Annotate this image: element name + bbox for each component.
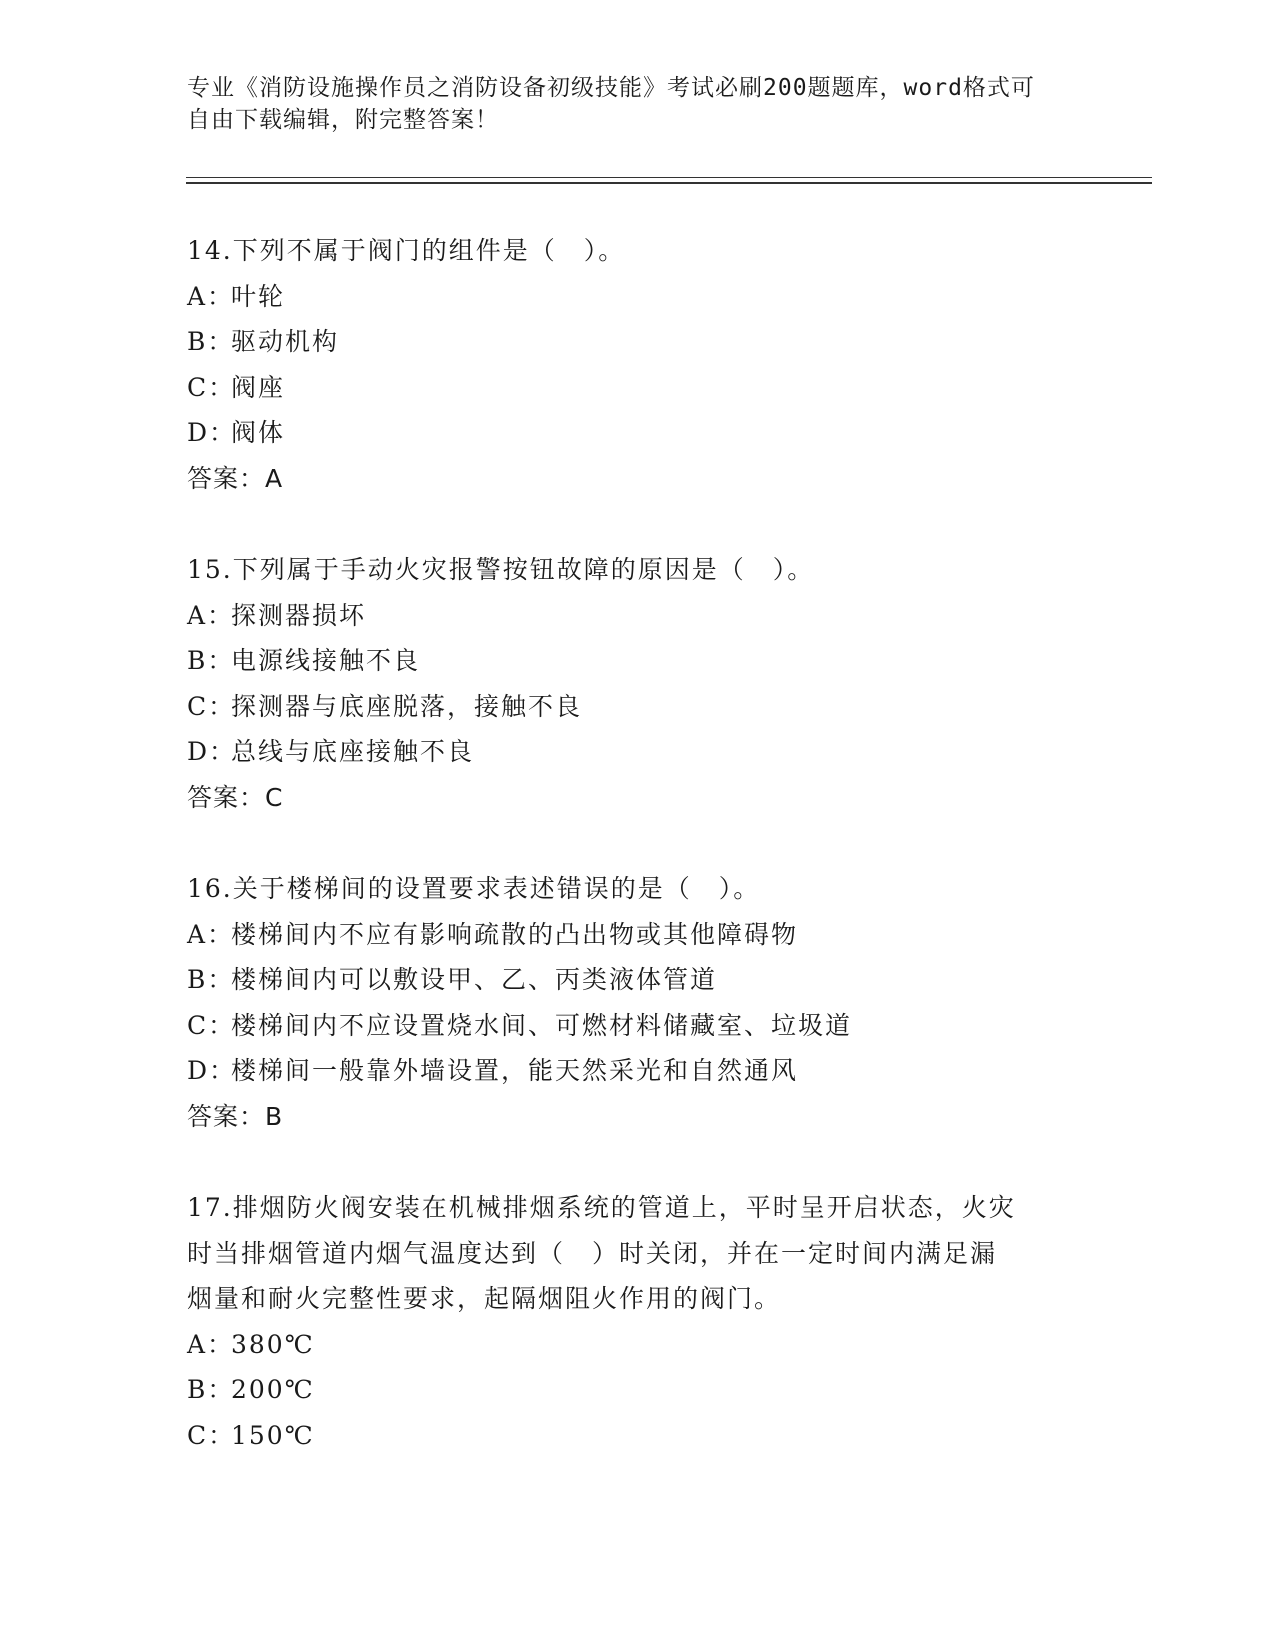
answer-line: 答案：C xyxy=(187,782,284,812)
option-d xyxy=(187,410,1087,456)
option-c xyxy=(187,1003,1087,1049)
option-key: B： xyxy=(187,1375,235,1404)
question-14 xyxy=(187,228,1087,501)
option-text: 楼梯间内不应设置烧水间、可燃材料储藏室、垃圾道 xyxy=(231,1010,853,1040)
option-key: B： xyxy=(187,327,235,356)
option-key: C： xyxy=(187,372,236,402)
option-c xyxy=(187,365,1087,411)
option-text: 楼梯间内不应有影响疏散的凸出物或其他障碍物 xyxy=(231,919,799,949)
option-text: 楼梯间内可以敷设甲、乙、丙类液体管道 xyxy=(231,965,718,994)
answer-line: 答案：B xyxy=(187,1101,284,1131)
option-text: 电源线接触不良 xyxy=(231,646,421,675)
option-text: 楼梯间一般靠外墙设置，能天然采光和自然通风 xyxy=(231,1056,799,1085)
question-17 xyxy=(187,1185,1087,1458)
option-key: C： xyxy=(187,1010,236,1040)
option-c xyxy=(187,1413,1087,1459)
question-stem: 15.下列属于手动火灾报警按钮故障的原因是（ ）。 xyxy=(187,555,815,584)
question-stem-line-2: 时当排烟管道内烟气温度达到（ ）时关闭，并在一定时间内满足漏 xyxy=(187,1238,998,1268)
option-text: 200℃ xyxy=(231,1375,315,1404)
option-a xyxy=(187,1322,1087,1368)
option-key: D： xyxy=(187,737,237,766)
option-key: D： xyxy=(187,418,237,447)
option-c xyxy=(187,684,1087,730)
header-divider-thin xyxy=(186,177,1152,178)
option-key: B： xyxy=(187,646,235,675)
question-16 xyxy=(187,866,1087,1139)
option-d xyxy=(187,729,1087,775)
question-stem-line-1: 17.排烟防火阀安装在机械排烟系统的管道上，平时呈开启状态，火灾 xyxy=(187,1193,1016,1222)
header-line-1: 专业《消防设施操作员之消防设备初级技能》考试必刷200题题库，word格式可 xyxy=(187,75,1035,101)
option-key: C： xyxy=(187,1420,236,1450)
document-header xyxy=(187,72,1067,136)
option-b xyxy=(187,957,1087,1003)
header-divider-thick xyxy=(186,182,1152,184)
option-key: B： xyxy=(187,965,235,994)
option-text: 叶轮 xyxy=(231,281,286,311)
option-key: A： xyxy=(187,1329,235,1359)
answer-line: 答案：A xyxy=(187,463,284,493)
option-text: 探测器与底座脱落，接触不良 xyxy=(231,691,583,721)
option-key: C： xyxy=(187,691,236,721)
option-b xyxy=(187,1367,1087,1413)
question-15 xyxy=(187,547,1087,820)
question-stem: 16.关于楼梯间的设置要求表述错误的是（ ）。 xyxy=(187,874,761,903)
question-stem: 14.下列不属于阀门的组件是（ ）。 xyxy=(187,236,626,265)
option-key: A： xyxy=(187,281,235,311)
option-text: 阀座 xyxy=(231,372,286,402)
option-text: 380℃ xyxy=(231,1329,315,1359)
option-a xyxy=(187,274,1087,320)
option-text: 总线与底座接触不良 xyxy=(231,737,475,766)
option-key: A： xyxy=(187,600,235,630)
option-text: 阀体 xyxy=(231,418,286,447)
option-b xyxy=(187,638,1087,684)
option-text: 探测器损坏 xyxy=(231,600,367,630)
option-a xyxy=(187,912,1087,958)
option-d xyxy=(187,1048,1087,1094)
question-stem-line-3: 烟量和耐火完整性要求，起隔烟阻火作用的阀门。 xyxy=(187,1284,782,1313)
option-key: D： xyxy=(187,1056,237,1085)
header-line-2: 自由下载编辑，附完整答案！ xyxy=(187,107,499,133)
option-text: 驱动机构 xyxy=(231,327,340,356)
option-key: A： xyxy=(187,919,235,949)
option-a xyxy=(187,593,1087,639)
option-text: 150℃ xyxy=(231,1420,315,1450)
option-b xyxy=(187,319,1087,365)
